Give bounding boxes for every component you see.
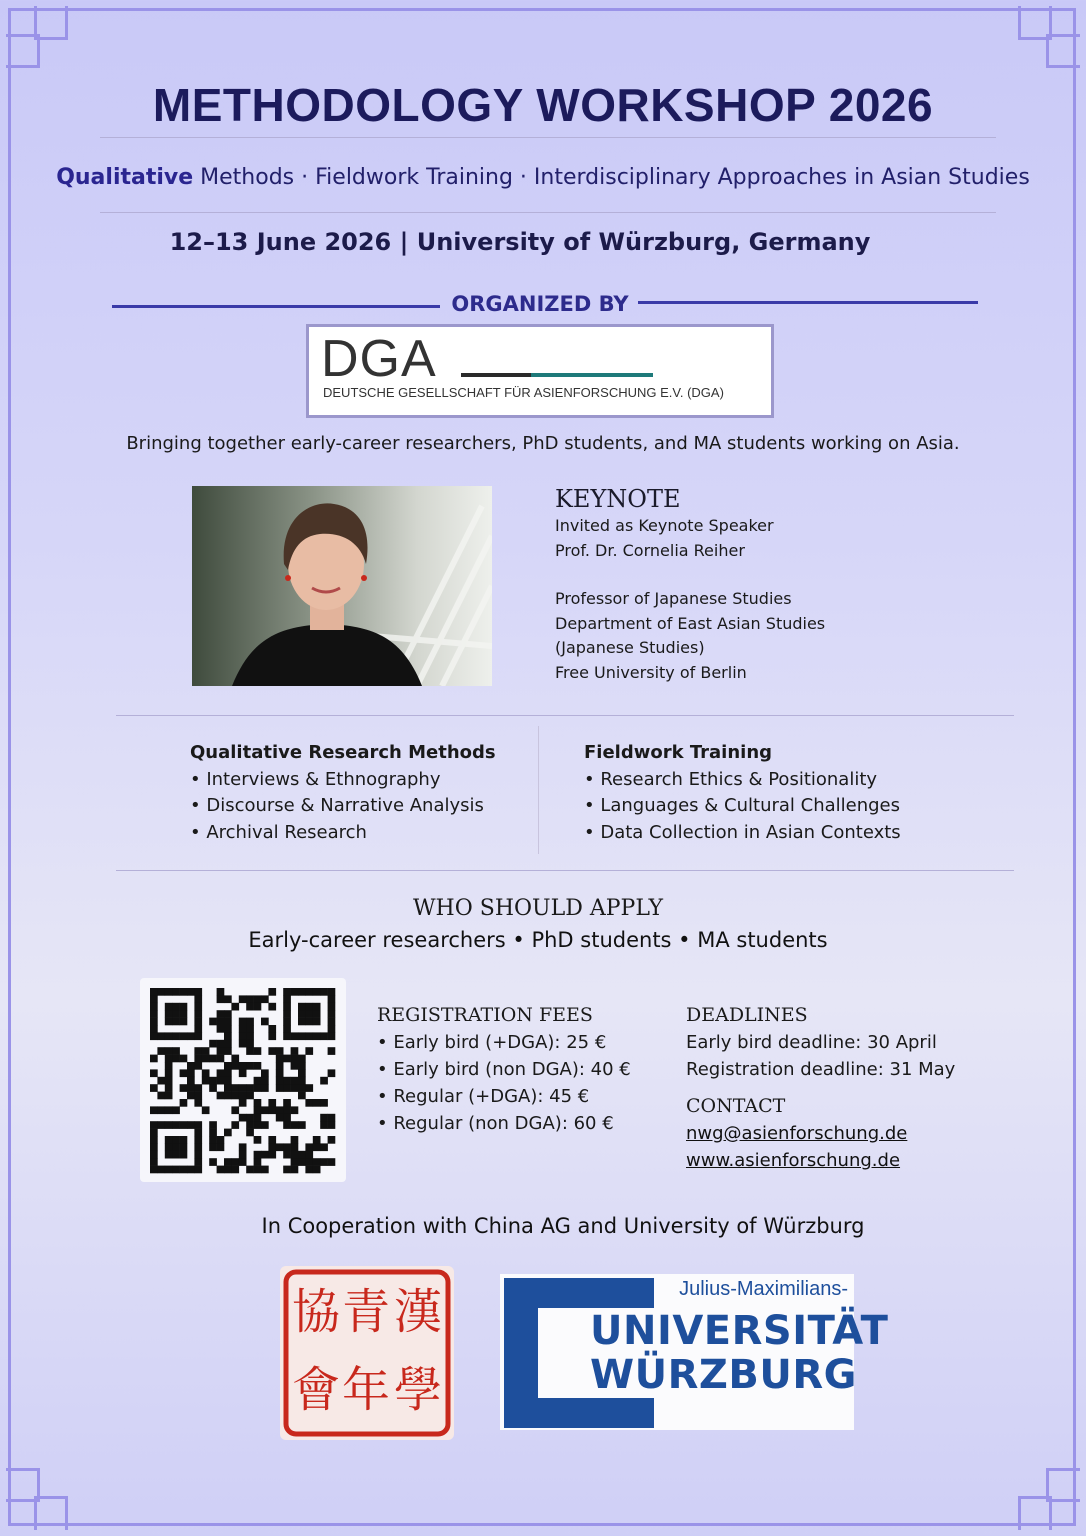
divider (116, 870, 1014, 871)
list-item: • Languages & Cultural Challenges (584, 795, 900, 816)
registration-qr-code[interactable] (140, 978, 346, 1182)
keynote-heading: KEYNOTE (555, 485, 681, 513)
corner-ornament (1020, 6, 1080, 66)
dga-logo (306, 324, 774, 418)
deadlines-heading: DEADLINES (686, 1004, 808, 1026)
methods-right-heading: Fieldwork Training (584, 742, 773, 763)
portrait-illustration (192, 486, 492, 686)
keynote-speaker-photo (192, 486, 492, 686)
deadlines-contact (686, 1002, 955, 1174)
registration-deadline: Registration deadline: 31 May (686, 1059, 956, 1080)
keynote-block (555, 484, 825, 685)
china-ag-seal-logo (280, 1266, 454, 1440)
list-item: • Research Ethics & Positionality (584, 768, 878, 790)
svg-text:青: 青 (342, 1284, 391, 1340)
svg-text:協: 協 (292, 1284, 341, 1340)
uni-logo-line2: WÜRZBURG (590, 1352, 858, 1398)
cooperation-text: In Cooperation with China AG and University of Würzburg (261, 1214, 865, 1238)
methods-left-heading: Qualitative Research Methods (190, 742, 496, 763)
contact-heading: CONTACT (686, 1095, 786, 1117)
page-title: METHODOLOGY WORKSHOP 2026 (152, 79, 934, 131)
qualitative-methods-list (190, 740, 496, 846)
svg-text:學: 學 (394, 1362, 443, 1418)
registration-fees (377, 1002, 631, 1137)
divider (100, 212, 996, 213)
keynote-invited: Invited as Keynote Speaker (555, 516, 774, 535)
keynote-speaker-name: Prof. Dr. Cornelia Reiher (555, 540, 745, 560)
fee-item: • Early bird (non DGA): 40 € (377, 1059, 631, 1080)
uni-logo-line1: UNIVERSITÄT (590, 1308, 889, 1354)
early-bird-deadline: Early bird deadline: 30 April (686, 1032, 937, 1053)
svg-text:漢: 漢 (394, 1284, 443, 1340)
website-link[interactable]: www.asienforschung.de (686, 1150, 901, 1171)
fees-heading: REGISTRATION FEES (377, 1004, 593, 1026)
keynote-role: Professor of Japanese Studies (555, 589, 792, 608)
dga-logo-bar (461, 373, 531, 377)
keynote-university: Free University of Berlin (555, 662, 747, 682)
list-item: • Archival Research (190, 821, 367, 843)
subtitle-highlight: Qualitative (56, 165, 194, 190)
svg-text:會: 會 (292, 1362, 341, 1418)
subtitle-text: Methods · Fieldwork Training · Interdisciplinary Approaches in Asian Studies (193, 165, 1030, 190)
fee-item: • Regular (+DGA): 45 € (377, 1086, 590, 1107)
dga-logo-text: DGA (321, 330, 437, 388)
who-should-apply-heading: WHO SHOULD APPLY (412, 896, 664, 921)
fee-item: • Early bird (+DGA): 25 € (377, 1032, 607, 1053)
who-should-apply-text: Early-career researchers • PhD students • MA students (248, 928, 828, 952)
corner-ornament (6, 1470, 66, 1530)
divider (116, 715, 1014, 716)
divider (100, 137, 996, 138)
organized-by-label: ORGANIZED BY (451, 292, 629, 316)
dga-logo-subtext: DEUTSCHE GESELLSCHAFT FÜR ASIENFORSCHUNG E.V. (DGA) (323, 385, 724, 400)
list-item: • Interviews & Ethnography (190, 768, 441, 790)
fee-item: • Regular (non DGA): 60 € (377, 1113, 614, 1134)
svg-text:年: 年 (342, 1362, 391, 1418)
event-dateline: 12–13 June 2026 | University of Würzburg, Germany (169, 228, 871, 256)
keynote-department: Department of East Asian Studies (555, 613, 826, 633)
uni-logo-small-text: Julius-Maximilians- (679, 1278, 848, 1300)
qr-code-icon (140, 978, 346, 1182)
seal-icon (280, 1266, 454, 1440)
corner-ornament (1020, 1470, 1080, 1530)
list-item: • Discourse & Narrative Analysis (190, 795, 484, 816)
tagline: Bringing together early-career researchers, PhD students, and MA students working on Asia. (126, 433, 960, 454)
subtitle (0, 165, 1086, 190)
contact-email-link[interactable]: nwg@asienforschung.de (686, 1123, 908, 1144)
list-item: • Data Collection in Asian Contexts (584, 821, 901, 843)
keynote-department-sub: (Japanese Studies) (555, 638, 705, 657)
column-divider (538, 726, 539, 854)
dga-logo-bar-teal (531, 373, 653, 377)
university-wurzburg-logo (500, 1274, 889, 1430)
corner-ornament (6, 6, 66, 66)
fieldwork-training-list (584, 740, 901, 846)
